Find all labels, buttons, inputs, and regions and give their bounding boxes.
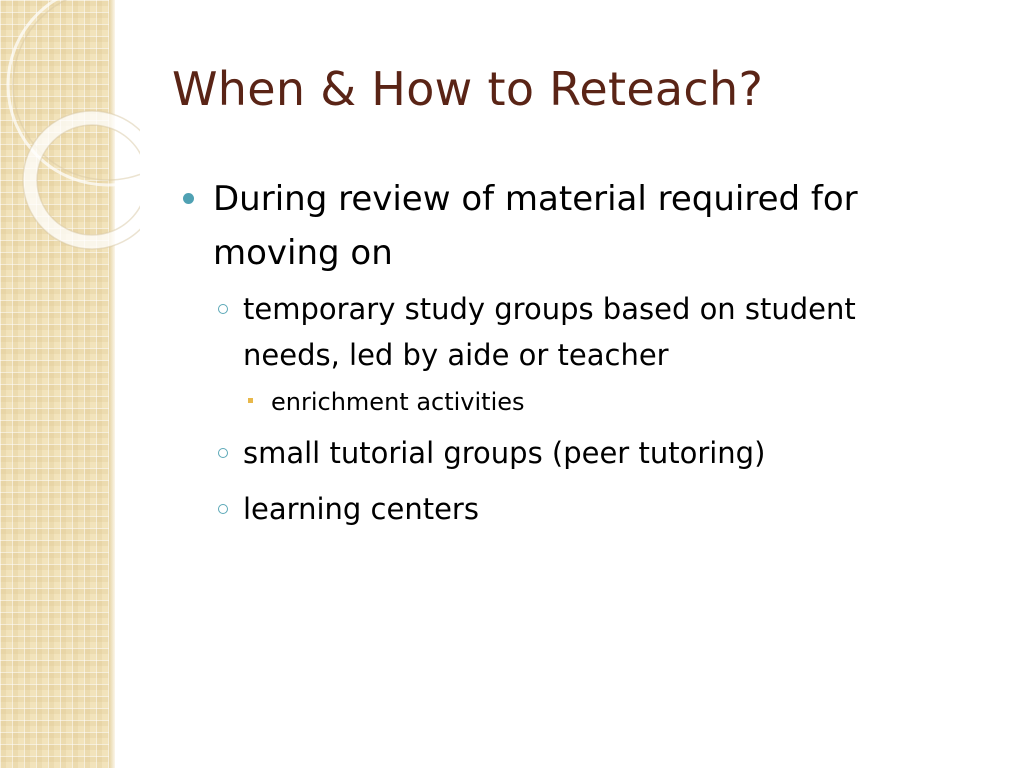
filled-circle-bullet-icon: [180, 172, 194, 204]
hollow-circle-bullet-icon: [212, 430, 228, 458]
slide-title: When & How to Reteach?: [172, 62, 764, 116]
bullet-text: temporary study groups based on student needs, led by aide or teacher: [243, 292, 856, 372]
bullet-item-level1: [180, 172, 960, 280]
hollow-circle-bullet-icon: [212, 486, 228, 514]
bullet-text: During review of material required for moving on: [213, 179, 858, 273]
bullet-item-level2: [212, 430, 960, 476]
bullet-text: small tutorial groups (peer tutoring): [243, 436, 766, 470]
decorative-rings-icon: [0, 0, 140, 260]
bullet-item-level2: [212, 286, 960, 378]
bullet-item-level3: [242, 384, 960, 420]
square-bullet-icon: [242, 384, 253, 403]
hollow-circle-bullet-icon: [212, 286, 228, 314]
bullet-text: learning centers: [243, 492, 479, 526]
bullet-text: enrichment activities: [271, 388, 525, 416]
bullet-list: [180, 172, 960, 532]
bullet-item-level2: [212, 486, 960, 532]
